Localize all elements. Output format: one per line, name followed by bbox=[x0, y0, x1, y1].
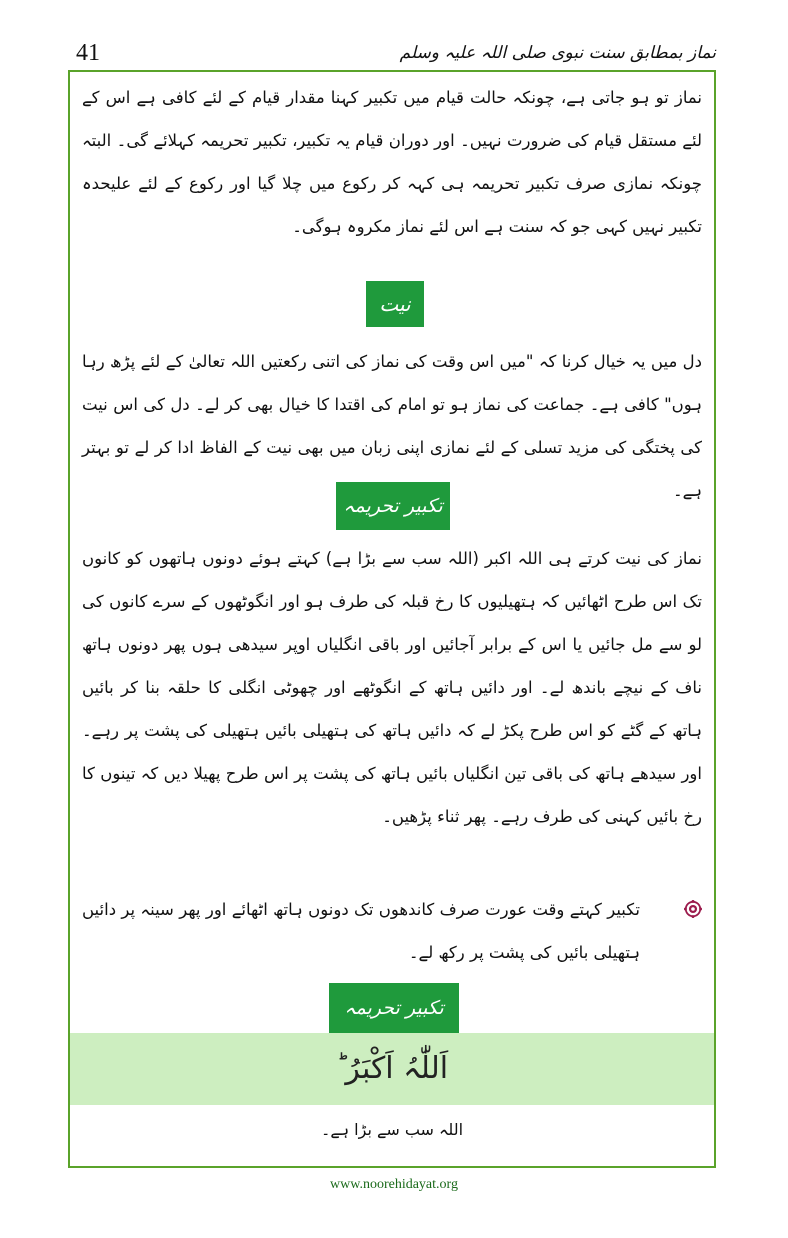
takbir-meaning: اللہ سب سے بڑا ہے۔ bbox=[320, 1120, 464, 1139]
arabic-band bbox=[70, 1033, 714, 1105]
page-number: 41 bbox=[76, 40, 100, 66]
flower-bullet-icon bbox=[684, 900, 702, 918]
bullet-text: تکبیر کہتے وقت عورت صرف کاندھوں تک دونوں ہاتھ اٹھائے اور پھر سینہ پر دائیں ہتھیلی بائیں کی پشت پر رکھ لے۔ bbox=[82, 900, 640, 962]
takbir-paragraph: نماز کی نیت کرتے ہی اللہ اکبر (اللہ سب سے بڑا ہے) کہتے ہوئے دونوں ہاتھوں کو کانوں تک اس طرح اٹھائیں کہ ہتھیلیوں کا رخ قبلہ کی طرف ہو اور انگوٹھوں کے سرے کانوں کی لو سے مل جائیں یا اس کے برابر آجائیں اور باقی انگلیاں اوپر سیدھی ہوں پھر دونوں ہاتھ ناف کے نیچے باندھ لے۔ اور دائیں ہاتھ کے انگوٹھے اور چھوٹی انگلی کا حلقہ بنا کر بائیں ہاتھ کے گٹے کو اس طرح پکڑ لے کہ دائیں ہاتھ کی ہتھیلی بائیں ہتھیلی کی پشت پر رہے۔ اور سیدھے ہاتھ کی باقی تین انگلیاں بائیں ہاتھ کی پشت پر اس طرح پھیلا دیں کہ تینوں کا رخ بائیں کہنی کی طرف رہے۔ پھر ثناء پڑھیں۔ bbox=[82, 549, 702, 826]
heading-takbir-tahrimah-2: تکبیر تحریمہ bbox=[329, 983, 459, 1033]
bullet-item bbox=[82, 888, 702, 978]
niyyat-paragraph: دل میں یہ خیال کرنا کہ "میں اس وقت کی نماز کی اتنی رکعتیں اللہ تعالیٰ کے لئے پڑھ رہا ہوں" کافی ہے۔ جماعت کی نماز ہو تو امام کی اقتدا کا خیال بھی کر لے۔ دل کی اس نیت کی پختگی کی مزید تسلی کے لئے نمازی اپنی زبان میں بھی نیت کے الفاظ ادا کر لے تو بہتر ہے۔ bbox=[82, 352, 702, 500]
heading-niyyat: نیت bbox=[366, 281, 424, 327]
arabic-takbir-text: اَللّٰہُ اَکْبَرُ ؕ bbox=[335, 1051, 449, 1086]
running-title: نماز بمطابق سنت نبوی صلی اللہ علیہ وسلم bbox=[399, 43, 716, 63]
intro-paragraph: نماز تو ہو جاتی ہے، چونکہ حالت قیام میں تکبیر کہنا مقدار قیام کے لئے کافی ہے اس کے لئے مستقل قیام کی ضرورت نہیں۔ اور دوران قیام یہ تکبیر، تکبیر تحریمہ کہلائے گی۔ البتہ چونکہ نمازی صرف تکبیر تحریمہ ہی کہہ کر رکوع میں چلا گیا اور رکوع کے لئے علیحدہ تکبیر نہیں کہی جو کہ سنت ہے اس لئے نماز مکروہ ہوگی۔ bbox=[82, 88, 702, 236]
footer-url: www.noorehidayat.org bbox=[330, 1177, 458, 1192]
heading-takbir-tahrimah: تکبیر تحریمہ bbox=[336, 482, 450, 530]
